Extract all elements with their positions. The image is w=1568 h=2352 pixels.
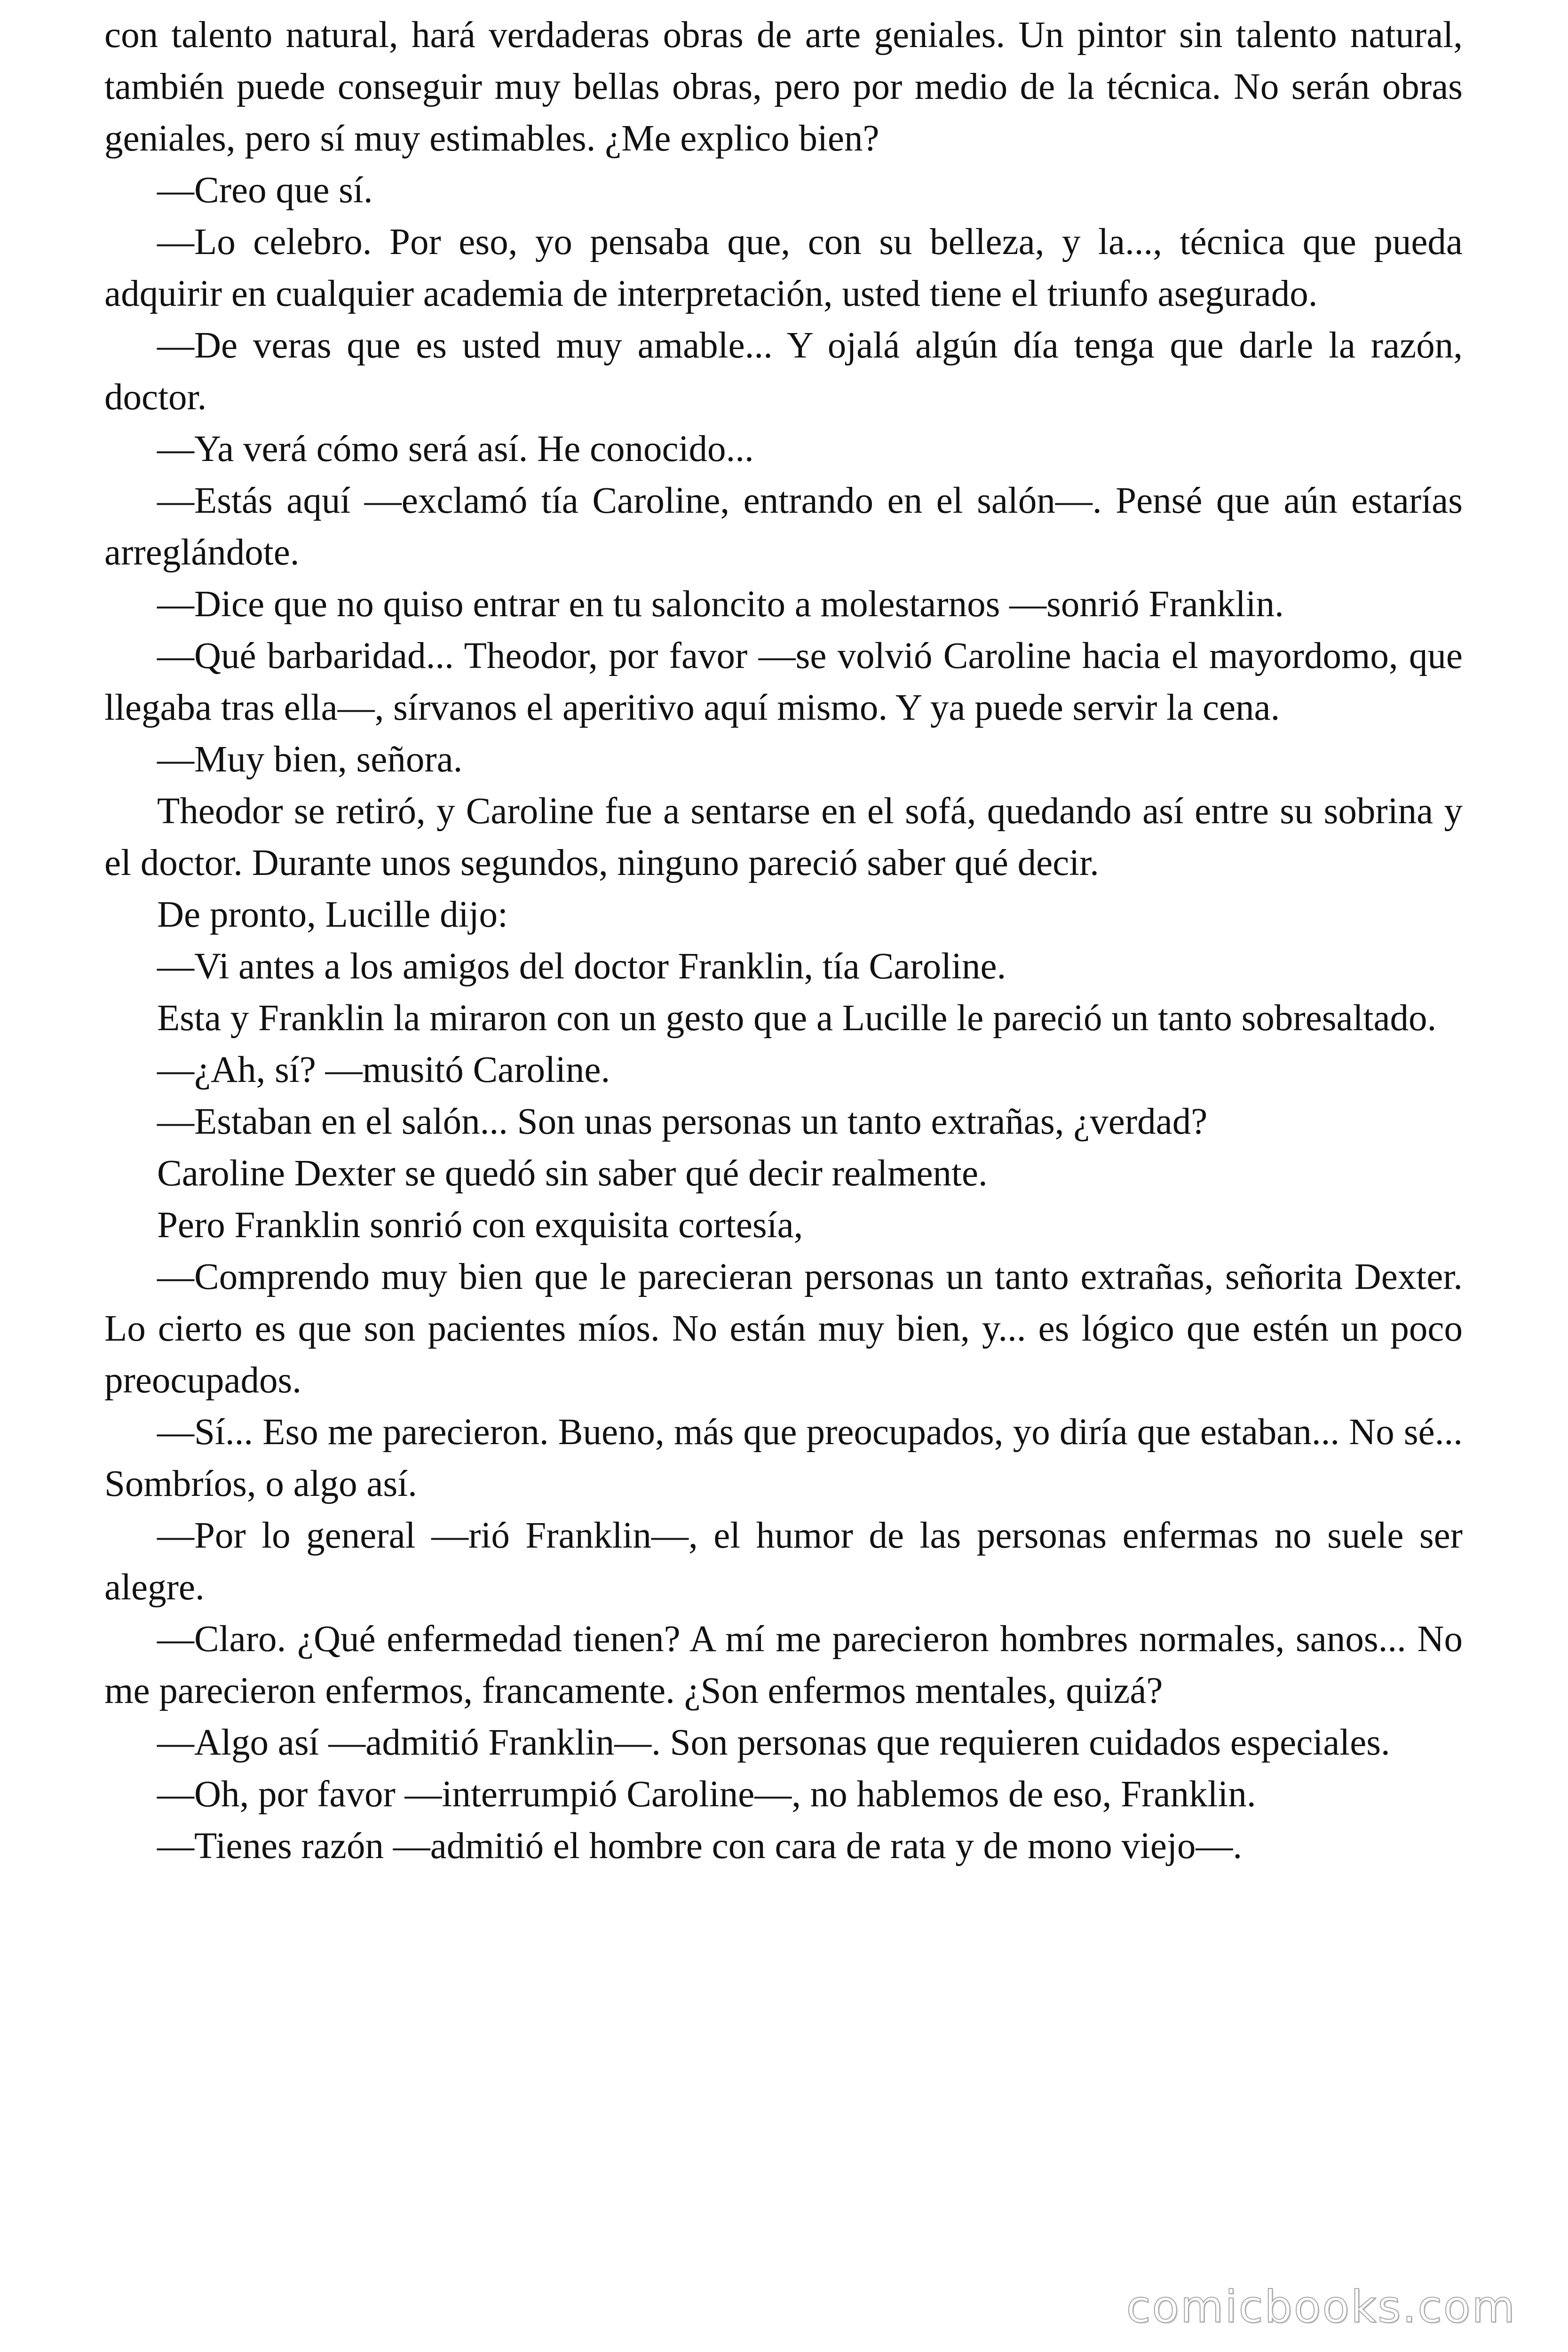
- paragraph: Pero Franklin sonrió con exquisita cortesía,: [157, 1205, 803, 1246]
- paragraph: —Comprendo muy bien que le parecieran personas un tanto extrañas, señorita Dexter. Lo cierto es que son pacientes míos. No están muy bien, y... es lógico que estén un poco preocupados.: [104, 1256, 1463, 1401]
- paragraph: —Lo celebro. Por eso, yo pensaba que, con su belleza, y la..., técnica que pueda adquirir en cualquier academia de interpretación, usted tiene el triunfo asegurado.: [104, 222, 1463, 314]
- paragraph: De pronto, Lucille dijo:: [157, 894, 508, 935]
- paragraph: —Por lo general —rió Franklin—, el humor de las personas enfermas no suele ser alegre.: [104, 1515, 1463, 1608]
- paragraph: —Qué barbaridad... Theodor, por favor —se volvió Caroline hacia el mayordomo, que llegaba tras ella—, sírvanos el aperitivo aquí mismo. Y ya puede servir la cena.: [104, 636, 1463, 728]
- paragraph: —Ya verá cómo será así. He conocido...: [157, 429, 754, 469]
- paragraph: —Muy bien, señora.: [157, 739, 463, 780]
- book-page: [104, 9, 1463, 2324]
- paragraph: Esta y Franklin la miraron con un gesto que a Lucille le pareció un tanto sobresaltado.: [157, 998, 1437, 1039]
- paragraph: —Algo así —admitió Franklin—. Son personas que requieren cuidados especiales.: [157, 1722, 1390, 1763]
- paragraph: —Estás aquí —exclamó tía Caroline, entrando en el salón—. Pensé que aún estarías arreglándote.: [104, 480, 1463, 573]
- paragraph: —Oh, por favor —interrumpió Caroline—, no hablemos de eso, Franklin.: [157, 1774, 1256, 1815]
- paragraph: —Vi antes a los amigos del doctor Franklin, tía Caroline.: [157, 946, 1006, 987]
- paragraph: —Claro. ¿Qué enfermedad tienen? A mí me parecieron hombres normales, sanos... No me parecieron enfermos, francamente. ¿Son enfermos mentales, quizá?: [104, 1619, 1463, 1711]
- watermark: comicbooks.com: [1126, 2281, 1516, 2333]
- paragraph: —Tienes razón —admitió el hombre con cara de rata y de mono viejo—.: [157, 1826, 1243, 1867]
- paragraph: —Estaban en el salón... Son unas personas un tanto extrañas, ¿verdad?: [157, 1101, 1208, 1142]
- paragraph-continuation: con talento natural, hará verdaderas obras de arte geniales. Un pintor sin talento natural, también puede conseguir muy bellas obras, pero por medio de la técnica. No serán obras geniales, pero sí muy estimables. ¿Me explico bien?: [104, 15, 1463, 159]
- paragraph: —Creo que sí.: [157, 170, 373, 211]
- paragraph: —Dice que no quiso entrar en tu saloncito a molestarnos —sonrió Franklin.: [157, 584, 1284, 625]
- paragraph: —¿Ah, sí? —musitó Caroline.: [157, 1049, 610, 1090]
- paragraph: Theodor se retiró, y Caroline fue a sentarse en el sofá, quedando así entre su sobrina y el doctor. Durante unos segundos, ninguno pareció saber qué decir.: [104, 791, 1463, 883]
- paragraph: —De veras que es usted muy amable... Y ojalá algún día tenga que darle la razón, doctor.: [104, 325, 1463, 418]
- paragraph: —Sí... Eso me parecieron. Bueno, más que preocupados, yo diría que estaban... No sé... Sombríos, o algo así.: [104, 1412, 1463, 1504]
- paragraph: Caroline Dexter se quedó sin saber qué decir realmente.: [157, 1153, 988, 1194]
